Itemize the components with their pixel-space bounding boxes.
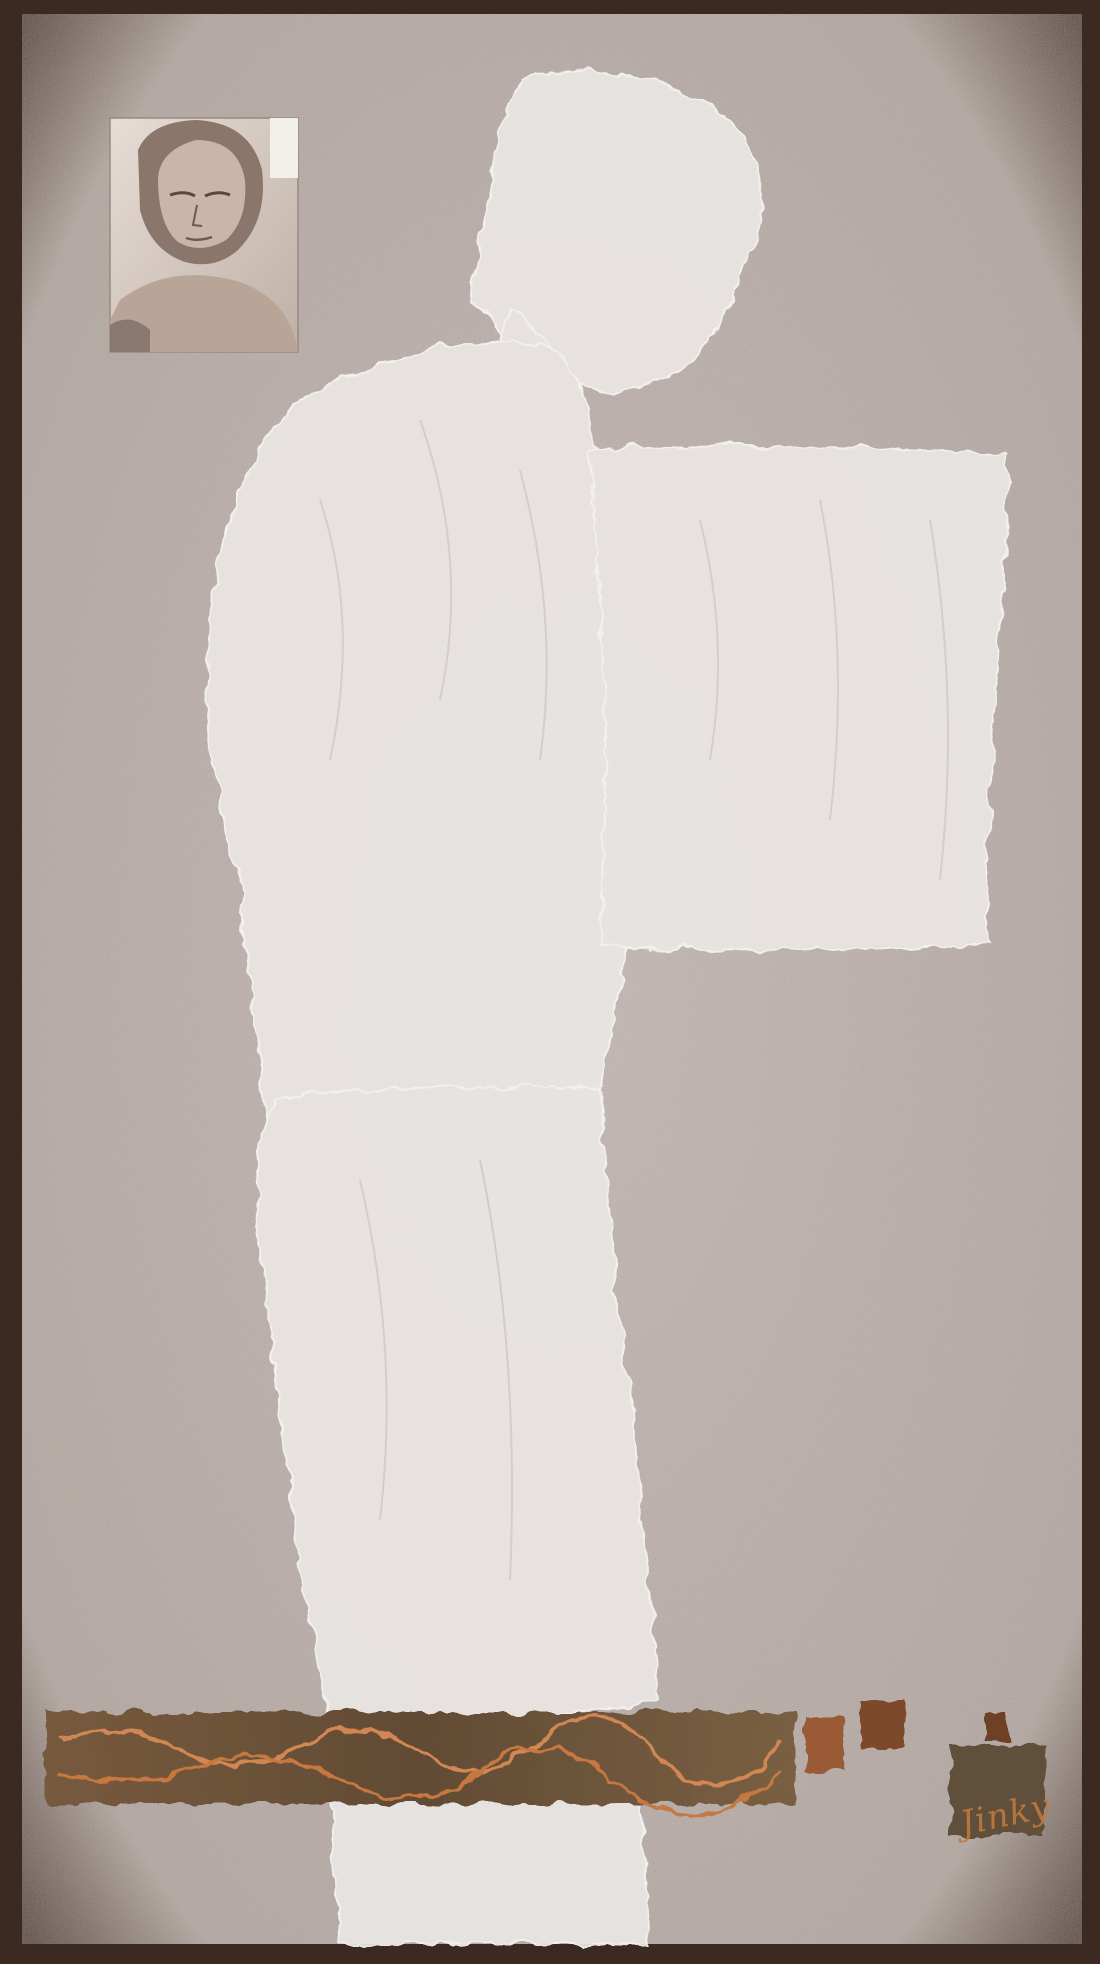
gauze-torso (208, 342, 640, 1130)
artist-signature: Jinky (956, 1785, 1055, 1845)
gauze-skirt (257, 1087, 660, 1720)
portrait-inset (110, 118, 298, 352)
